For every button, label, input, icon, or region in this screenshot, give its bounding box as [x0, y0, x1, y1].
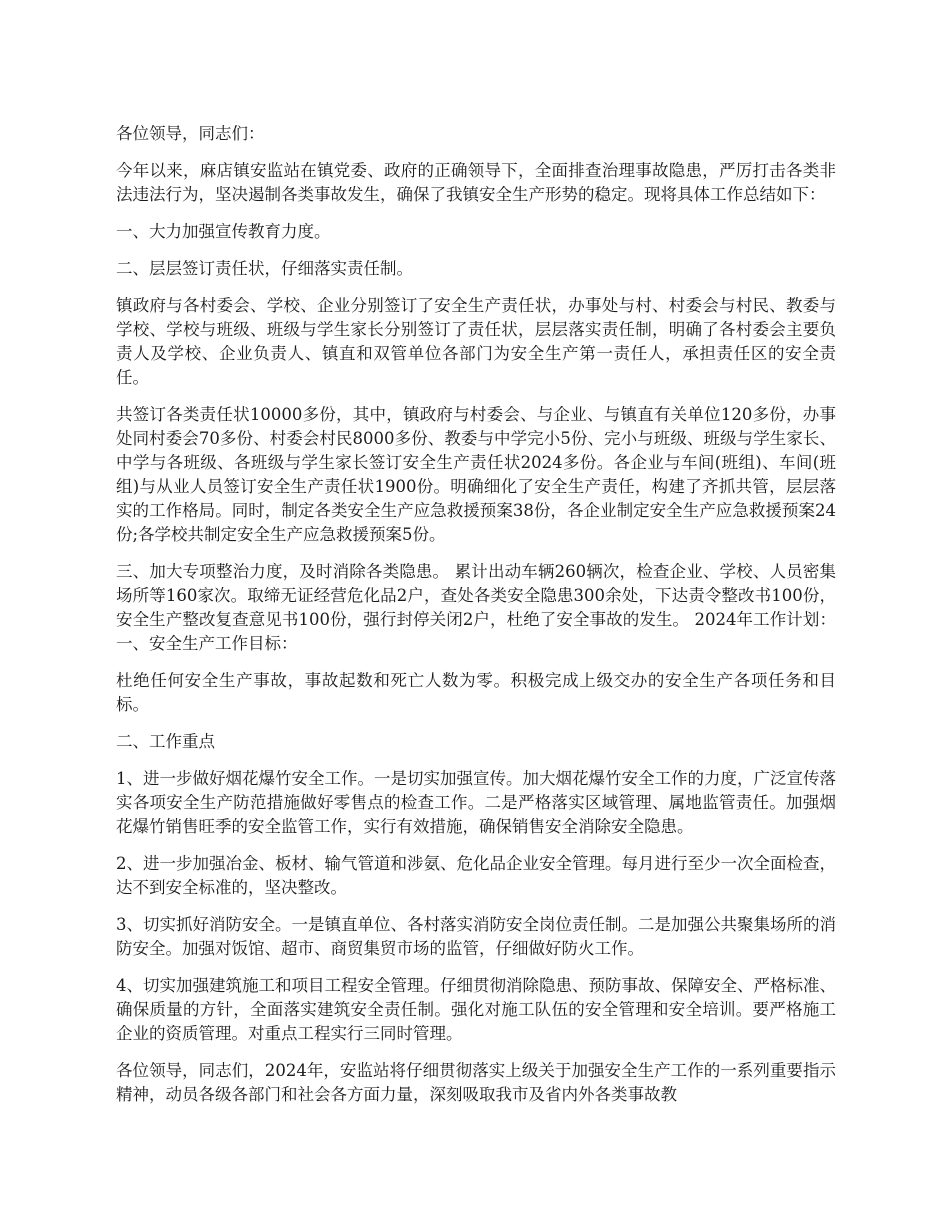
paragraph-closing: 各位领导，同志们，2024年，安监站将仔细贯彻落实上级关于加强安全生产工作的一系列重要指示精神，动员各级各部门和社会各方面力量，深刻吸取我市及省内外各类事故教 [116, 1061, 836, 1104]
paragraph-goal: 杜绝任何安全生产事故，事故起数和死亡人数为零。积极完成上级交办的安全生产各项任务和目标。 [116, 671, 836, 714]
salutation: 各位领导，同志们： [116, 124, 265, 143]
paragraph-responsibility: 镇政府与各村委会、学校、企业分别签订了安全生产责任状，办事处与村、村委会与村民、教委与学校、学校与班级、班级与学生家长分别签订了责任状，层层落实责任制，明确了各村委会主要负责人及学校、企业负责人、镇直和双管单位各部门为安全生产第一责任人，承担责任区的安全责任。 [116, 296, 836, 387]
work-item-1: 1、进一步做好烟花爆竹安全工作。一是切实加强宣传。加大烟花爆竹安全工作的力度，广泛宣传落实各项安全生产防范措施做好零售点的检查工作。二是严格落实区域管理、属地监管责任。加强烟花爆竹销售旺季的安全监管工作，实行有效措施，确保销售安全消除安全隐患。 [116, 769, 836, 836]
section-heading-2: 二、层层签订责任状，仔细落实责任制。 [116, 259, 413, 278]
section-heading-work-focus: 二、工作重点 [116, 732, 215, 751]
section-heading-3: 三、加大专项整治力度，及时消除各类隐患。 累计出动车辆260辆次，检查企业、学校、人员密集场所等160家次。取缔无证经营危化品2户，查处各类安全隐患300余处，下达责令整改书100份，安全生产整改复查意见书100份，强行封停关闭2户，杜绝了安全事故的发生。 2024年工作计划： 一、安全生产工作目标： [116, 562, 836, 653]
work-item-4: 4、切实加强建筑施工和项目工程安全管理。仔细贯彻消除隐患、预防事故、保障安全、严格标准、确保质量的方针，全面落实建筑安全责任制。强化对施工队伍的安全管理和安全培训。要严格施工企业的资质管理。对重点工程实行三同时管理。 [116, 976, 836, 1043]
paragraph-statistics: 共签订各类责任状10000多份，其中，镇政府与村委会、与企业、与镇直有关单位120多份，办事处同村委会70多份、村委会村民8000多份、教委与中学完小5份、完小与班级、班级与学生家长、中学与各班级、各班级与学生家长签订安全生产责任状2024多份。各企业与车间(班组)、车间(班组)与从业人员签订安全生产责任状1900份。明确细化了安全生产责任，构建了齐抓共管，层层落实的工作格局。同时，制定各类安全生产应急救援预案38份，各企业制定安全生产应急救援预案24份;各学校共制定安全生产应急救援预案5份。 [116, 405, 836, 544]
work-item-3: 3、切实抓好消防安全。一是镇直单位、各村落实消防安全岗位责任制。二是加强公共聚集场所的消防安全。加强对饭馆、超市、商贸集贸市场的监管，仔细做好防火工作。 [116, 915, 836, 958]
paragraph-intro: 今年以来，麻店镇安监站在镇党委、政府的正确领导下，全面排查治理事故隐患，严厉打击各类非法违法行为，坚决遏制各类事故发生，确保了我镇安全生产形势的稳定。现将具体工作总结如下： [116, 161, 836, 204]
section-heading-1: 一、大力加强宣传教育力度。 [116, 222, 331, 241]
document-body [116, 122, 836, 1120]
work-item-2: 2、进一步加强冶金、板材、输气管道和涉氨、危化品企业安全管理。每月进行至少一次全面检查，达不到安全标准的，坚决整改。 [116, 854, 836, 897]
